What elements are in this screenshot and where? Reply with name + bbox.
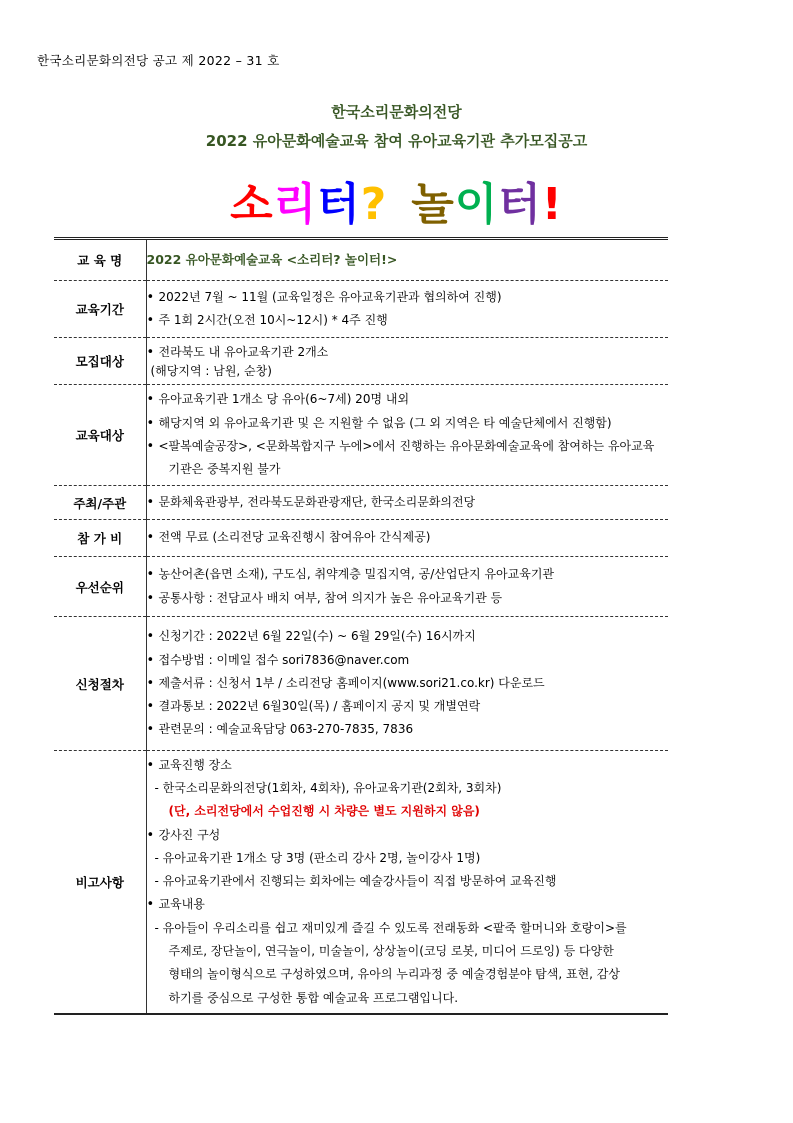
list-item: • 전액 무료 (소리전당 교육진행시 참여유아 간식제공)	[147, 526, 669, 549]
list-item: • 관련문의 : 예술교육담당 063-270-7835, 7836	[147, 718, 669, 741]
list-item: • 농산어촌(읍면 소재), 구도심, 취약계층 밀집지역, 공/산업단지 유아교육기관	[147, 563, 669, 586]
list-item: - 유아교육기관에서 진행되는 회차에는 예술강사들이 직접 방문하여 교육진행	[154, 874, 557, 889]
list-item: • 해당지역 외 유아교육기관 및 은 지원할 수 없음 (그 외 지역은 타 예술단체에서 진행함)	[147, 412, 669, 435]
list-item: • 결과통보 : 2022년 6월30일(목) / 홈페이지 공지 및 개별연락	[147, 695, 669, 718]
table-row-recruit	[54, 338, 668, 385]
row-label: 신청절차	[54, 617, 146, 751]
list-item: • <팔복예술공장>, <문화복합지구 누에>에서 진행하는 유아문화예술교육에 참여하는 유아교육	[147, 435, 669, 458]
row-label: 우선순위	[54, 557, 146, 617]
program-name: 2022 유아문화예술교육 <소리터? 놀이터!>	[146, 252, 398, 268]
list-item: • 전라북도 내 유아교육기관 2개소	[147, 343, 669, 362]
list-item: (해당지역 : 남원, 순창)	[150, 363, 272, 378]
list-item: • 제출서류 : 신청서 1부 / 소리전당 홈페이지(www.sori21.co.kr) 다운로드	[147, 672, 669, 695]
list-item: • 교육진행 장소	[147, 754, 669, 777]
list-item: - 유아교육기관 1개소 당 3명 (판소리 강사 2명, 놀이강사 1명)	[154, 850, 481, 865]
table-row-fee	[54, 520, 668, 557]
row-label: 비고사항	[54, 751, 146, 1014]
table-row-program	[54, 239, 668, 281]
list-item: - 한국소리문화의전당(1회차, 4회차), 유아교육기관(2회차, 3회차)	[154, 780, 502, 795]
program-logo-title	[0, 168, 793, 232]
list-item: • 교육내용	[147, 893, 669, 916]
list-item: - 유아들이 우리소리를 쉽고 재미있게 즐길 수 있도록 전래동화 <팥죽 할머니와 호랑이>를	[154, 920, 627, 935]
list-item: • 강사진 구성	[147, 824, 669, 847]
title-char: 소	[230, 179, 274, 230]
row-label: 주최/주관	[54, 486, 146, 520]
table-row-period	[54, 281, 668, 338]
list-item: • 공통사항 : 전담교사 배치 여부, 참여 의지가 높은 유아교육기관 등	[147, 587, 669, 610]
title-char: 리	[273, 179, 318, 230]
table-row-notes	[54, 751, 668, 1014]
row-label: 교육대상	[54, 385, 146, 486]
table-row-priority	[54, 557, 668, 617]
list-item: 기관은 중복지원 불가	[168, 462, 281, 477]
table-row-host	[54, 486, 668, 520]
table-row-target	[54, 385, 668, 486]
list-item: • 신청기간 : 2022년 6월 22일(수) ~ 6월 29일(수) 16시까지	[147, 625, 669, 648]
list-item: • 주 1회 2시간(오전 10시~12시) * 4주 진행	[147, 309, 669, 332]
row-label: 모집대상	[54, 338, 146, 385]
announcement-title: 2022 유아문화예술교육 참여 유아교육기관 추가모집공고	[205, 132, 588, 150]
title-char: 터	[498, 179, 542, 230]
list-item: • 접수방법 : 이메일 접수 sori7836@naver.com	[147, 649, 669, 672]
row-label: 참 가 비	[54, 520, 146, 557]
notice-number: 한국소리문화의전당 공고 제 2022 – 31 호	[37, 53, 280, 68]
list-item: 하기를 중심으로 구성한 통합 예술교육 프로그램입니다.	[168, 990, 459, 1005]
list-item: • 2022년 7월 ~ 11월 (교육일정은 유아교육기관과 협의하여 진행)	[147, 286, 669, 309]
title-char: 놀	[411, 179, 455, 230]
list-item: • 유아교육기관 1개소 당 유아(6~7세) 20명 내외	[147, 388, 669, 411]
info-table	[54, 237, 668, 1015]
row-label: 교 육 명	[54, 239, 146, 281]
list-item: 형태의 놀이형식으로 구성하였으며, 유아의 누리과정 중 예술경험분야 탐색, 표현, 감상	[168, 967, 620, 982]
organization-title: 한국소리문화의전당	[331, 103, 462, 121]
title-char: 터	[317, 179, 361, 230]
list-item: 주제로, 장단놀이, 연극놀이, 미술놀이, 상상놀이(코딩 로봇, 미디어 드로잉) 등 다양한	[168, 943, 614, 958]
list-item: • 문화체육관광부, 전라북도문화관광재단, 한국소리문화의전당	[147, 491, 669, 514]
row-label: 교육기간	[54, 281, 146, 338]
warning-note: (단, 소리전당에서 수업진행 시 차량은 별도 지원하지 않음)	[168, 804, 480, 819]
table-row-procedure	[54, 617, 668, 751]
title-char: ?	[360, 179, 388, 230]
title-char: !	[541, 179, 563, 230]
title-char: 이	[454, 179, 499, 230]
